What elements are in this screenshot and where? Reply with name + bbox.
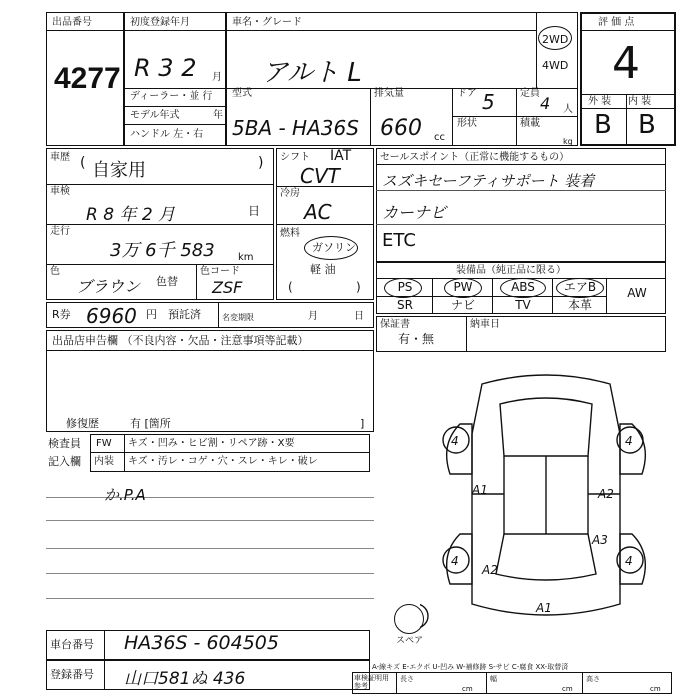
type-value: 5BA - HA36S	[232, 116, 359, 140]
chassis-label: 車台番号	[50, 638, 94, 651]
recycle-day: 日	[354, 311, 364, 322]
warranty-value: 有・無	[398, 332, 435, 346]
mileage-label: 走行	[50, 226, 70, 237]
handle-label: ハンドル 左・右	[130, 129, 204, 140]
load-label: 積載	[520, 118, 540, 129]
width-cm: cm	[562, 685, 573, 693]
repair-label: 修復歴	[66, 417, 99, 430]
sales-line2: カーナビ	[382, 203, 447, 222]
fw-items: キズ・凹み・ヒビ割・リペア跡・X要	[128, 438, 295, 449]
lot-number-label: 出品番号	[52, 17, 92, 28]
length-label: 長さ	[400, 675, 414, 683]
car-diagram	[420, 364, 672, 634]
shaken-label: 車検	[50, 186, 70, 197]
first-reg-value: R 3 2	[134, 54, 197, 82]
legend: A-線キズ E-エクボ U-凹み W-補修跡 S-サビ C-腐食 XX-取替済	[372, 663, 569, 671]
mark-tire-rl: 4	[451, 554, 459, 568]
length-cm: cm	[462, 685, 473, 693]
model-year-label: モデル年式	[130, 110, 180, 121]
color-code-label: 色コード	[200, 266, 240, 277]
equip-pw: PW	[453, 280, 473, 294]
recycle-expiry: 名変期限	[222, 313, 254, 322]
color-code-value: ZSF	[212, 278, 243, 297]
fuel-gas: ガソリン	[312, 241, 356, 254]
spare-circle	[394, 604, 424, 634]
height-label: 高さ	[586, 675, 600, 683]
drive-2wd: 2WD	[542, 33, 569, 46]
ac-value: AC	[304, 200, 332, 224]
equip-ps: PS	[397, 280, 413, 294]
entry-label: 記入欄	[48, 455, 81, 468]
car-name-label: 車名・グレード	[232, 17, 302, 28]
shift-label: シフト	[280, 152, 310, 163]
inspector-interior-label: 内装	[94, 456, 114, 467]
dealer-label: ディーラー・並 行	[130, 91, 213, 102]
exterior-value: B	[594, 110, 612, 140]
delivery-label: 納車日	[470, 319, 500, 330]
mileage-unit: km	[238, 252, 254, 263]
equip-leather: 本革	[567, 298, 592, 312]
score-label: 評 価 点	[598, 17, 635, 28]
mark-rear-right: A3	[592, 533, 608, 547]
repair-close: ]	[360, 417, 365, 430]
fuel-gas-circle	[304, 236, 358, 260]
first-reg-unit: 月	[212, 72, 222, 83]
cert-label: 車検証明用 参考	[354, 674, 389, 690]
car-name-value: アルト L	[262, 58, 362, 88]
sales-line3: ETC	[382, 230, 416, 251]
displacement-unit: cc	[434, 132, 445, 143]
equip-navi: ナビ	[450, 298, 475, 312]
recycle-unit: 円	[146, 308, 157, 321]
first-reg-label: 初度登録年月	[130, 17, 190, 28]
equip-aw: AW	[627, 286, 647, 300]
shaken-day-unit: 日	[248, 204, 261, 218]
lot-number: 4277	[54, 62, 121, 95]
equipment-label: 装備品（純正品に限る）	[456, 265, 566, 276]
interior-value: B	[638, 110, 656, 140]
mark-rear-left: A2	[482, 563, 498, 577]
doors-value: 5	[482, 90, 495, 114]
interior-label: 内 装	[628, 96, 652, 107]
equip-airbag: エアB	[563, 280, 597, 294]
score-value: 4	[612, 38, 640, 89]
chassis-value: HA36S - 604505	[124, 632, 279, 654]
type-label: 型式	[232, 88, 252, 99]
reg-label: 登録番号	[50, 668, 94, 681]
equip-airbag-circle	[556, 278, 604, 298]
mark-tire-rr: 4	[625, 554, 633, 568]
mark-tire-fl: 4	[451, 434, 459, 448]
load-unit: kg	[563, 137, 573, 146]
equip-pw-circle	[444, 278, 482, 298]
inspector-label: 検査員	[48, 437, 81, 450]
exterior-label: 外 装	[588, 96, 612, 107]
equip-abs: ABS	[511, 280, 535, 294]
capacity-label: 定員	[520, 88, 540, 99]
fuel-light-oil: 軽 油	[310, 263, 336, 276]
recycle-deposit: 預託済	[168, 308, 201, 321]
remarks-label: 出品店申告欄 （不良内容・欠品・注意事項等記載）	[52, 334, 309, 347]
mark-tire-fr: 4	[625, 434, 633, 448]
shape-label: 形状	[457, 118, 477, 129]
mark-right-side: A2	[598, 487, 614, 501]
color-label: 色	[50, 266, 60, 277]
model-year-unit: 年	[213, 110, 223, 121]
displacement-label: 排気量	[374, 88, 404, 99]
displacement-value: 660	[380, 116, 422, 141]
equip-ps-circle	[384, 278, 422, 298]
reg-value: 山口581ぬ 436	[124, 669, 246, 689]
repair-value: 有 [箇所	[130, 417, 171, 430]
history-value: 自家用	[92, 160, 146, 181]
capacity-unit: 人	[563, 104, 573, 115]
height-cm: cm	[650, 685, 661, 693]
inspector-note: か.P.A	[104, 486, 146, 504]
mileage-value: 3万 6千 583	[110, 240, 215, 261]
color-value: ブラウン	[76, 277, 141, 296]
interior-items: キズ・汚レ・コゲ・穴・スレ・キレ・破レ	[128, 456, 318, 467]
recycle-month: 月	[308, 311, 318, 322]
recycle-value: 6960	[86, 304, 137, 328]
shift-note: IAT	[330, 148, 352, 164]
equip-abs-circle	[500, 278, 546, 298]
ac-label: 冷房	[280, 188, 300, 199]
fw-label: FW	[96, 438, 112, 449]
sales-label: セールスポイント（正常に機能するもの）	[380, 152, 570, 163]
width-label: 幅	[490, 675, 497, 683]
shaken-value: R 8 年 2 月	[86, 205, 176, 225]
doors-label: ドア	[457, 88, 477, 99]
drive-4wd: 4WD	[542, 59, 569, 72]
drive-2wd-circle	[538, 26, 572, 50]
equip-sr: SR	[397, 298, 413, 312]
capacity-value: 4	[540, 94, 551, 113]
shift-value: CVT	[300, 164, 340, 188]
color-change-label: 色替	[156, 275, 178, 288]
recycle-label: R券	[52, 308, 71, 321]
fuel-label: 燃料	[280, 228, 300, 239]
mark-rear: A1	[536, 601, 552, 615]
mark-left-side: A1	[472, 483, 488, 497]
warranty-label: 保証書	[380, 319, 410, 330]
spare-label: スペア	[396, 636, 424, 646]
equip-tv: TV	[515, 298, 531, 312]
sales-line1: スズキセーフティサポート 装着	[382, 172, 595, 190]
history-label: 車歴	[50, 152, 70, 163]
